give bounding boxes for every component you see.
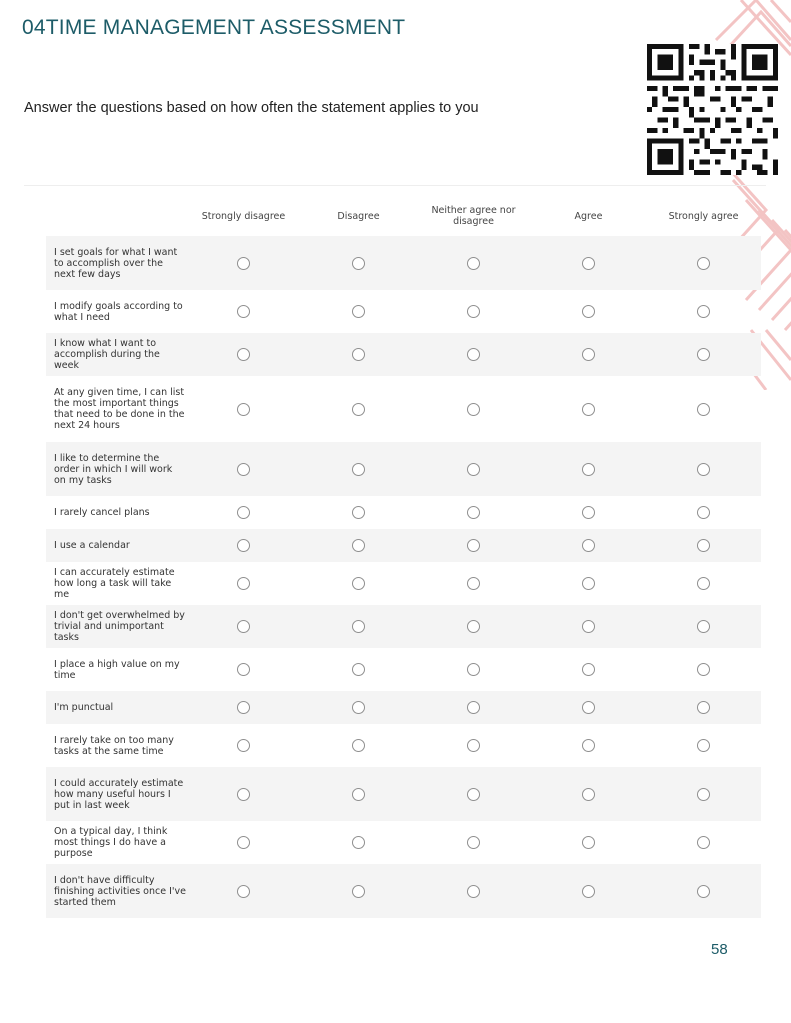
radio-button[interactable]: [697, 836, 710, 849]
radio-button[interactable]: [352, 663, 365, 676]
radio-cell: [416, 463, 531, 476]
radio-button[interactable]: [352, 305, 365, 318]
radio-button[interactable]: [352, 620, 365, 633]
radio-cell: [646, 257, 761, 270]
radio-button[interactable]: [467, 257, 480, 270]
radio-button[interactable]: [582, 463, 595, 476]
radio-cell: [186, 836, 301, 849]
radio-cell: [531, 577, 646, 590]
question-text: On a typical day, I think most things I do have a purpose: [54, 826, 168, 859]
question-row: [46, 496, 761, 529]
radio-button[interactable]: [697, 348, 710, 361]
question-text: I know what I want to accomplish during the week: [54, 338, 160, 371]
radio-button[interactable]: [697, 539, 710, 552]
radio-button[interactable]: [697, 463, 710, 476]
radio-cell: [416, 305, 531, 318]
column-header: Agree: [574, 210, 603, 222]
radio-cell: [301, 539, 416, 552]
radio-button[interactable]: [582, 701, 595, 714]
radio-button[interactable]: [582, 257, 595, 270]
radio-button[interactable]: [582, 539, 595, 552]
radio-cell: [416, 885, 531, 898]
radio-button[interactable]: [352, 701, 365, 714]
radio-cell: [301, 348, 416, 361]
survey-header-row: [46, 196, 761, 236]
radio-button[interactable]: [237, 305, 250, 318]
radio-button[interactable]: [237, 348, 250, 361]
question-text: At any given time, I can list the most important things that need to be done in the next 24 hours: [54, 387, 185, 431]
radio-button[interactable]: [467, 577, 480, 590]
radio-button[interactable]: [467, 348, 480, 361]
radio-cell: [416, 348, 531, 361]
radio-button[interactable]: [582, 577, 595, 590]
radio-button[interactable]: [467, 463, 480, 476]
radio-button[interactable]: [467, 788, 480, 801]
radio-button[interactable]: [582, 348, 595, 361]
radio-cell: [646, 663, 761, 676]
radio-button[interactable]: [582, 836, 595, 849]
radio-button[interactable]: [352, 539, 365, 552]
radio-cell: [531, 739, 646, 752]
radio-cell: [186, 305, 301, 318]
radio-button[interactable]: [467, 739, 480, 752]
radio-button[interactable]: [582, 506, 595, 519]
radio-cell: [186, 739, 301, 752]
instruction-text: Answer the questions based on how often the statement applies to you: [24, 100, 479, 116]
question-row: [46, 376, 761, 442]
question-text: I can accurately estimate how long a task will take me: [54, 567, 175, 600]
radio-cell: [646, 620, 761, 633]
radio-cell: [186, 577, 301, 590]
radio-cell: [646, 788, 761, 801]
question-row: [46, 821, 761, 864]
radio-cell: [531, 885, 646, 898]
column-header: Strongly disagree: [201, 210, 286, 222]
radio-button[interactable]: [582, 620, 595, 633]
question-row: [46, 864, 761, 918]
radio-cell: [416, 701, 531, 714]
question-row: [46, 290, 761, 333]
page-title: 04TIME MANAGEMENT ASSESSMENT: [22, 16, 406, 39]
question-text: I could accurately estimate how many useful hours I put in last week: [54, 777, 184, 811]
question-row: [46, 529, 761, 562]
radio-button[interactable]: [237, 539, 250, 552]
survey-divider: [24, 185, 766, 186]
radio-cell: [646, 739, 761, 752]
radio-cell: [646, 463, 761, 476]
radio-button[interactable]: [697, 788, 710, 801]
question-text: I use a calendar: [54, 540, 130, 551]
radio-button[interactable]: [237, 403, 250, 416]
radio-button[interactable]: [352, 788, 365, 801]
radio-cell: [416, 739, 531, 752]
radio-cell: [186, 788, 301, 801]
radio-button[interactable]: [582, 305, 595, 318]
question-row: [46, 605, 761, 648]
radio-button[interactable]: [237, 739, 250, 752]
radio-cell: [416, 620, 531, 633]
question-row: [46, 442, 761, 496]
question-text: I don't have difficulty finishing activities once I've started them: [54, 874, 186, 908]
radio-cell: [646, 348, 761, 361]
radio-cell: [301, 701, 416, 714]
question-row: [46, 648, 761, 691]
radio-cell: [646, 403, 761, 416]
radio-button[interactable]: [582, 663, 595, 676]
radio-cell: [531, 506, 646, 519]
radio-button[interactable]: [237, 506, 250, 519]
radio-button[interactable]: [237, 836, 250, 849]
radio-cell: [531, 257, 646, 270]
radio-cell: [646, 701, 761, 714]
radio-cell: [416, 836, 531, 849]
radio-button[interactable]: [467, 663, 480, 676]
radio-cell: [186, 403, 301, 416]
radio-cell: [301, 885, 416, 898]
qr-code-icon: [647, 44, 778, 175]
radio-cell: [531, 836, 646, 849]
radio-button[interactable]: [467, 701, 480, 714]
radio-button[interactable]: [697, 885, 710, 898]
radio-button[interactable]: [697, 701, 710, 714]
question-text: I place a high value on my time: [54, 658, 180, 681]
radio-button[interactable]: [352, 836, 365, 849]
survey-rows: [46, 236, 761, 918]
radio-button[interactable]: [352, 257, 365, 270]
radio-cell: [301, 257, 416, 270]
radio-button[interactable]: [352, 348, 365, 361]
radio-cell: [301, 305, 416, 318]
question-row: [46, 767, 761, 821]
radio-button[interactable]: [582, 739, 595, 752]
radio-cell: [531, 305, 646, 318]
radio-button[interactable]: [237, 663, 250, 676]
radio-cell: [301, 836, 416, 849]
radio-cell: [531, 620, 646, 633]
question-text: I'm punctual: [54, 702, 114, 713]
question-text: I modify goals according to what I need: [54, 300, 183, 323]
radio-cell: [186, 620, 301, 633]
radio-cell: [301, 577, 416, 590]
radio-button[interactable]: [697, 663, 710, 676]
question-text: I set goals for what I want to accomplish over the next few days: [54, 246, 178, 280]
radio-cell: [186, 663, 301, 676]
radio-button[interactable]: [467, 403, 480, 416]
radio-cell: [301, 788, 416, 801]
radio-button[interactable]: [697, 620, 710, 633]
radio-cell: [531, 403, 646, 416]
column-header: Strongly agree: [668, 210, 739, 222]
radio-cell: [416, 577, 531, 590]
radio-button[interactable]: [237, 788, 250, 801]
column-header: Neither agree nor disagree: [431, 205, 516, 227]
question-row: [46, 691, 761, 724]
radio-cell: [416, 257, 531, 270]
radio-cell: [301, 663, 416, 676]
radio-button[interactable]: [467, 539, 480, 552]
radio-button[interactable]: [352, 506, 365, 519]
likert-survey: [46, 196, 761, 918]
radio-button[interactable]: [467, 620, 480, 633]
radio-button[interactable]: [697, 305, 710, 318]
radio-cell: [186, 463, 301, 476]
radio-cell: [301, 620, 416, 633]
radio-button[interactable]: [237, 257, 250, 270]
question-text: I like to determine the order in which I will work on my tasks: [54, 452, 173, 486]
radio-button[interactable]: [467, 305, 480, 318]
radio-button[interactable]: [697, 739, 710, 752]
radio-cell: [531, 701, 646, 714]
radio-cell: [186, 257, 301, 270]
radio-button[interactable]: [352, 463, 365, 476]
radio-button[interactable]: [697, 506, 710, 519]
radio-button[interactable]: [697, 403, 710, 416]
question-row: [46, 236, 761, 290]
radio-button[interactable]: [352, 739, 365, 752]
radio-cell: [186, 348, 301, 361]
radio-cell: [416, 663, 531, 676]
radio-button[interactable]: [352, 577, 365, 590]
radio-cell: [531, 348, 646, 361]
question-row: [46, 562, 761, 605]
radio-cell: [416, 788, 531, 801]
radio-cell: [186, 701, 301, 714]
column-header: Disagree: [337, 210, 380, 222]
question-text: I rarely take on too many tasks at the same time: [54, 734, 174, 757]
radio-button[interactable]: [237, 463, 250, 476]
radio-button[interactable]: [582, 885, 595, 898]
question-row: [46, 724, 761, 767]
radio-button[interactable]: [237, 577, 250, 590]
radio-cell: [646, 305, 761, 318]
radio-cell: [301, 403, 416, 416]
radio-button[interactable]: [467, 506, 480, 519]
radio-cell: [646, 506, 761, 519]
radio-cell: [416, 506, 531, 519]
radio-button[interactable]: [467, 885, 480, 898]
radio-button[interactable]: [352, 885, 365, 898]
radio-button[interactable]: [697, 577, 710, 590]
radio-cell: [531, 788, 646, 801]
radio-button[interactable]: [237, 701, 250, 714]
radio-cell: [301, 506, 416, 519]
radio-cell: [531, 539, 646, 552]
radio-cell: [646, 577, 761, 590]
radio-cell: [531, 663, 646, 676]
radio-cell: [416, 539, 531, 552]
question-text: I rarely cancel plans: [54, 507, 150, 518]
question-row: [46, 333, 761, 376]
radio-button[interactable]: [237, 620, 250, 633]
radio-button[interactable]: [697, 257, 710, 270]
radio-cell: [416, 403, 531, 416]
radio-cell: [646, 885, 761, 898]
radio-cell: [301, 463, 416, 476]
radio-cell: [531, 463, 646, 476]
radio-cell: [646, 539, 761, 552]
radio-button[interactable]: [582, 788, 595, 801]
radio-button[interactable]: [237, 885, 250, 898]
page-number: 58: [711, 941, 728, 958]
radio-cell: [301, 739, 416, 752]
radio-button[interactable]: [582, 403, 595, 416]
radio-cell: [646, 836, 761, 849]
question-text: I don't get overwhelmed by trivial and unimportant tasks: [54, 610, 185, 643]
radio-cell: [186, 539, 301, 552]
radio-cell: [186, 885, 301, 898]
radio-button[interactable]: [467, 836, 480, 849]
radio-button[interactable]: [352, 403, 365, 416]
radio-cell: [186, 506, 301, 519]
